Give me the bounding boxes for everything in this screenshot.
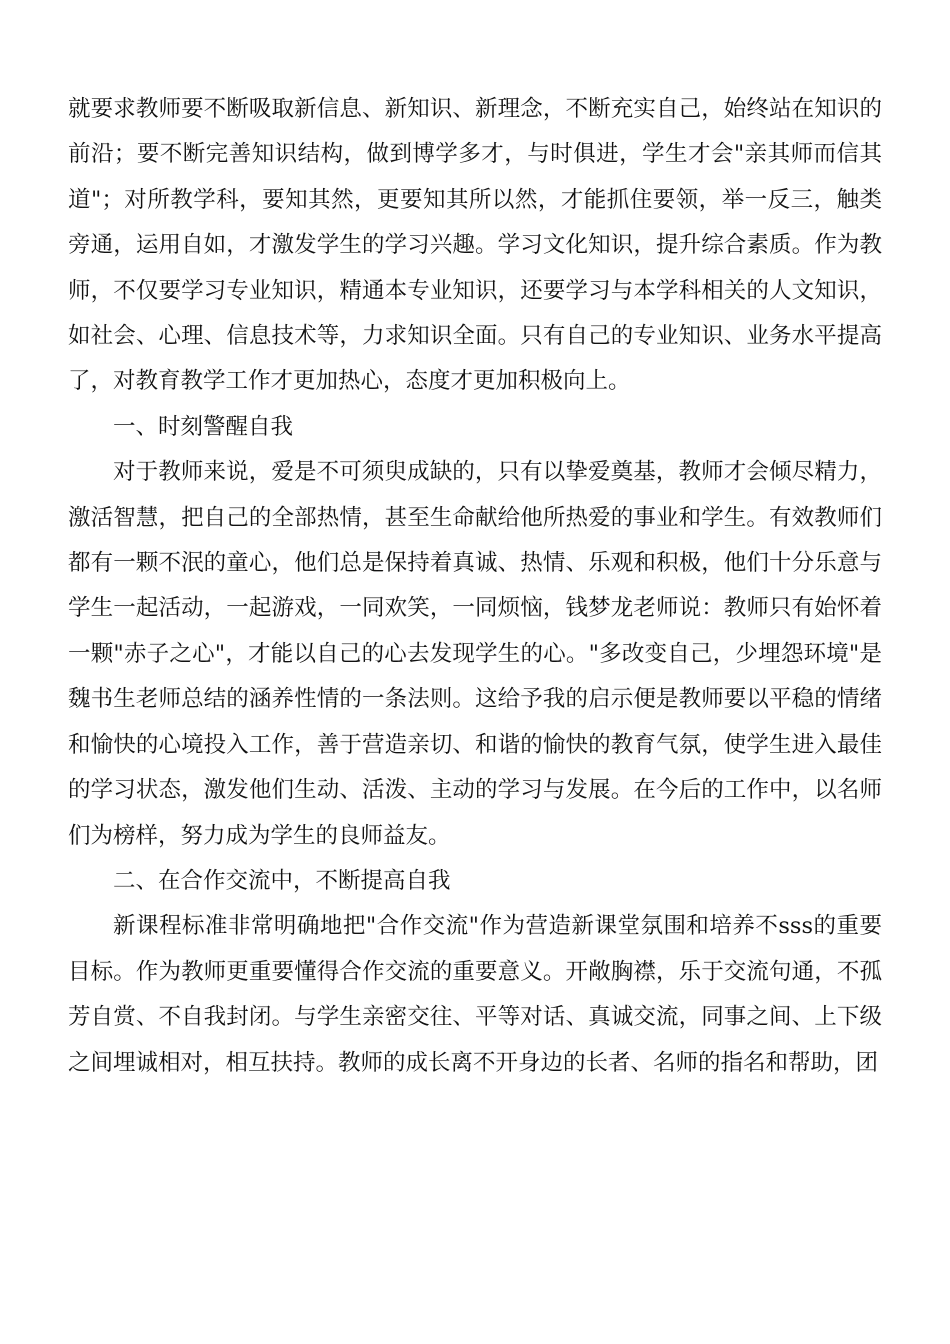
paragraph-body-2: 新课程标准非常明确地把"合作交流"作为营造新课堂氛围和培养不sss的重要目标。作为教师更重要懂得合作交流的重要意义。开敞胸襟，乐于交流句通，不孤芳自赏、不自我封闭。与学生亲密交往、平等对话、真诚交流，同事之间、上下级之间埋诚相对，相互扶持。教师的成长离不开身边的长者、名师的指名和帮助，团 xyxy=(68,913,882,1076)
paragraph-body-1: 对于教师来说，爱是不可须臾成缺的，只有以挚爱奠基，教师才会倾尽精力，激活智慧，把自己的全部热情，甚至生命献给他所热爱的事业和学生。有效教师们都有一颗不泯的童心，他们总是保持着真诚、热情、乐观和积极，他们十分乐意与学生一起活动，一起游戏，一同欢笑，一同烦恼，钱梦龙老师说：教师只有始怀着一颗"赤子之心"，才能以自己的心去发现学生的心。"多改变自己，少埋怨环境"是魏书生老师总结的涵养性情的一条法则。这给予我的启示便是教师要以平稳的情绪和愉快的心境投入工作，善于营造亲切、和谐的愉快的教育气氛，使学生进入最佳的学习状态，激发他们生动、活泼、主动的学习与发展。在今后的工作中，以名师们为榜样，努力成为学生的良师益友。 xyxy=(68,459,882,849)
section-heading-1: 一、时刻警醒自我 xyxy=(113,413,294,440)
paragraph-continuation: 就要求教师要不断吸取新信息、新知识、新理念，不断充实自己，始终站在知识的前沿；要不断完善知识结构，做到博学多才，与时俱进，学生才会"亲其师而信其道"；对所教学科，要知其然，更要知其所以然，才能抓住要领，举一反三，触类旁通，运用自如，才激发学生的学习兴趣。学习文化知识，提升综合素质。作为教师，不仅要学习专业知识，精通本专业知识，还要学习与本学科相关的人文知识，如社会、心理、信息技术等，力求知识全面。只有自己的专业知识、业务水平提高了，对教育教学工作才更加热心，态度才更加积极向上。 xyxy=(68,96,882,395)
document-page xyxy=(68,87,882,1086)
section-heading-2: 二、在合作交流中，不断提高自我 xyxy=(113,867,451,894)
